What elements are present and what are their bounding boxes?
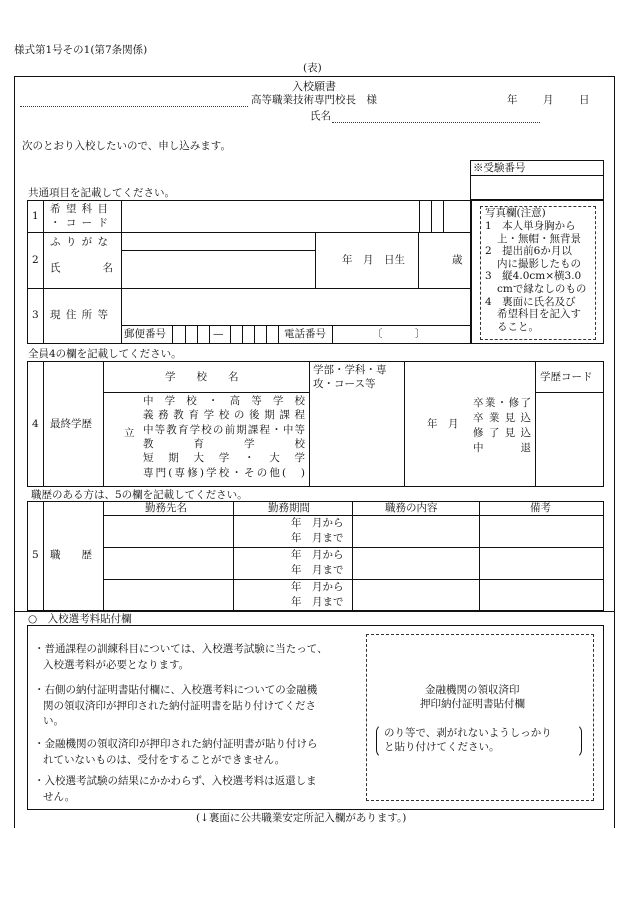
school-prefecture-input[interactable] [106, 400, 122, 412]
school-name-header: 学 校 名 [165, 371, 239, 383]
photo-instruction-line: 2 提出前6か月以 [485, 245, 572, 258]
fee-instruction-line: い。 [43, 715, 64, 727]
row3-number: 3 [32, 309, 39, 321]
phone-label: 電話番号 [284, 328, 326, 340]
postal-code-first-input[interactable] [174, 327, 208, 341]
work-history-label: 職 歴 [50, 549, 92, 561]
school-type-option[interactable]: 短期大学・大学 [143, 452, 305, 465]
period-divider [233, 531, 352, 532]
payment-certificate-paste-area[interactable] [366, 634, 594, 801]
department-header-line1: 学部・学科・専 [313, 364, 387, 376]
photo-instruction-line: 上・無帽・無背景 [497, 232, 581, 245]
photo-instruction-line: 3 縦4.0cm×横3.0 [485, 270, 582, 283]
age-input[interactable] [421, 253, 449, 267]
school-type-option[interactable]: 中等教育学校の前期課程・中等 [143, 423, 305, 436]
fee-instruction-line: ・普通課程の訓練科目については、入校選考試験に当たって、 [34, 643, 328, 655]
photo-instruction-line: cmで縁なしのもの [497, 283, 587, 295]
form-title: 入校願書 [292, 80, 336, 93]
photo-instructions-title: 写真欄(注意) [485, 207, 546, 219]
applicant-name-input[interactable] [334, 109, 538, 122]
furigana-input[interactable] [124, 235, 312, 248]
course-code-digit-1[interactable] [421, 204, 430, 228]
row2-number: 2 [32, 254, 39, 266]
period-to-input[interactable] [236, 533, 288, 546]
employer-header: 勤務先名 [145, 502, 187, 514]
fee-section-heading: ○ 入校選考料貼付欄 [28, 613, 132, 625]
postal-code-label: 郵便番号 [124, 328, 166, 340]
phone-close-bracket: 〕 [415, 328, 426, 340]
applicant-name-label: 氏名 [310, 110, 331, 122]
school-type-option[interactable]: 専門(専修)学校・その他( ) [143, 466, 305, 479]
date-year-input[interactable] [470, 93, 504, 106]
work-period-header: 勤務期間 [268, 502, 310, 514]
duties-input[interactable] [355, 552, 476, 576]
school-type-option[interactable]: 教育学校 [143, 437, 305, 450]
employer-input[interactable] [106, 552, 230, 576]
exam-number-divider [470, 175, 604, 176]
period-from-label: 年 月から [291, 549, 344, 561]
date-year-label: 年 [507, 94, 518, 106]
addressee: 高等職業技術専門校長 様 [251, 94, 377, 106]
phone-area-input[interactable] [336, 327, 370, 341]
employer-input[interactable] [106, 584, 230, 608]
fee-instruction-line: せん。 [43, 790, 76, 803]
fee-instruction-line: ・入校選考試験の結果にかかわらず、入校選考料は返還しま [34, 775, 317, 787]
furigana-label: ふ り が な [50, 236, 110, 248]
course-code-digit-2[interactable] [433, 204, 442, 228]
paste-note-line1: のり等で、剥がれないようしっかり [384, 727, 552, 739]
fee-instruction-line: ・金融機関の領収済印が押印された納付証明書が貼り付けら [34, 738, 318, 750]
graduation-status-option[interactable]: 中 退 [473, 442, 531, 454]
school-ritsu-label: 立 [124, 427, 135, 439]
period-to-label: 年 月まで [291, 596, 344, 608]
photo-instruction-line: 希望科目を記入す [497, 308, 581, 321]
school-type-option[interactable]: 中学校・高等学校 [143, 395, 305, 407]
date-month-label: 月 [543, 94, 554, 106]
birth-date-label: 年 月 日生 [342, 254, 405, 266]
graduation-status-option[interactable]: 卒業・修了 [473, 397, 531, 409]
fee-instruction-line: 関の領収済印が押印された納付証明書を貼り付けてくださ [43, 699, 316, 712]
section5-note: 職歴のある方は、5の欄を記載してください。 [31, 489, 248, 501]
photo-instruction-line: 1 本人単身胸から [485, 220, 576, 232]
duties-header: 職務の内容 [385, 502, 438, 514]
fee-instruction-line: ・右側の納付証明書貼付欄に、入校選考料についての金融機 [34, 684, 318, 696]
phone-open-bracket: 〔 [372, 328, 383, 340]
education-label: 最終学歴 [50, 418, 92, 430]
date-day-input[interactable] [555, 93, 577, 106]
postal-code-second-input[interactable] [232, 327, 276, 341]
intro-text: 次のとおり入校したいので、申し込みます。 [22, 140, 231, 152]
period-to-label: 年 月まで [291, 532, 344, 544]
duties-input[interactable] [355, 520, 476, 544]
period-from-label: 年 月から [291, 581, 344, 593]
department-input[interactable] [312, 396, 402, 484]
photo-instruction-line: ること。 [497, 320, 539, 333]
exam-number-input[interactable] [473, 178, 601, 196]
duties-input[interactable] [355, 584, 476, 608]
remarks-input[interactable] [482, 552, 601, 576]
row1-number: 1 [32, 210, 39, 222]
school-type-option[interactable]: 義務教育学校の後期課程 [143, 409, 305, 422]
desired-course-input[interactable] [124, 204, 416, 228]
course-code-digit-3[interactable] [445, 204, 467, 228]
employer-input[interactable] [106, 520, 230, 544]
period-from-input[interactable] [236, 518, 288, 531]
department-header-line2: 攻・コース等 [313, 378, 376, 390]
graduation-year-month-label: 年 月 [427, 418, 459, 430]
photo-instruction-line: 4 裏面に氏名及び [485, 295, 576, 308]
address-label: 現 住 所 等 [50, 309, 110, 321]
paste-area-title-line2: 押印納付証明書貼付欄 [420, 698, 525, 710]
address-input[interactable] [124, 292, 468, 322]
remarks-input[interactable] [482, 520, 601, 544]
education-code-input[interactable] [538, 396, 601, 484]
education-code-header: 学歴コード [540, 371, 593, 383]
period-from-input[interactable] [236, 582, 288, 595]
period-to-input[interactable] [236, 565, 288, 578]
section1-note: 共通項目を記載してください。 [28, 187, 175, 199]
paste-note-line2: と貼り付けてください。 [384, 741, 500, 753]
age-label: 歳 [452, 254, 463, 266]
postal-code-dash: — [213, 328, 224, 340]
phone-local-input[interactable] [386, 327, 416, 341]
date-month-input[interactable] [518, 93, 540, 106]
period-from-input[interactable] [236, 550, 288, 563]
remarks-input[interactable] [482, 584, 601, 608]
row4-number: 4 [32, 418, 39, 430]
form-id: 様式第1号その1(第7条関係) [14, 44, 148, 56]
period-divider [233, 563, 352, 564]
photo-instruction-line: 内に撮影したもの [497, 257, 581, 270]
name-label: 氏 名 [50, 262, 113, 274]
footer-note: (↓裏面に公共職業安定所記入欄があります。) [196, 812, 407, 824]
period-to-input[interactable] [236, 597, 288, 610]
graduation-status-option[interactable]: 卒業見込 [473, 412, 531, 424]
period-to-label: 年 月まで [291, 564, 344, 576]
fee-instruction-line: 入校選考料が必要となります。 [43, 658, 190, 671]
course-code-label: ・ コ ー ド [50, 217, 110, 229]
form-side-label: (表) [303, 62, 322, 74]
period-from-label: 年 月から [291, 517, 344, 529]
school-name-field-line [20, 106, 248, 107]
desired-course-label: 希 望 科 目 [50, 203, 110, 215]
applicant-name-line [332, 122, 540, 123]
school-name-input[interactable] [22, 93, 246, 106]
name-input[interactable] [124, 255, 312, 283]
fee-instruction-line: れていないものは、受付をすることができません。 [43, 753, 286, 766]
graduation-status-option[interactable]: 修了見込 [473, 427, 531, 439]
remarks-header: 備考 [530, 502, 551, 514]
date-day-label: 日 [579, 94, 590, 106]
birth-date-input[interactable] [318, 240, 415, 252]
row5-number: 5 [32, 549, 39, 561]
section4-note: 全員4の欄を記載してください。 [28, 348, 182, 360]
exam-number-label: ※受験番号 [473, 162, 526, 174]
paste-area-title-line1: 金融機関の領収済印 [425, 684, 520, 696]
